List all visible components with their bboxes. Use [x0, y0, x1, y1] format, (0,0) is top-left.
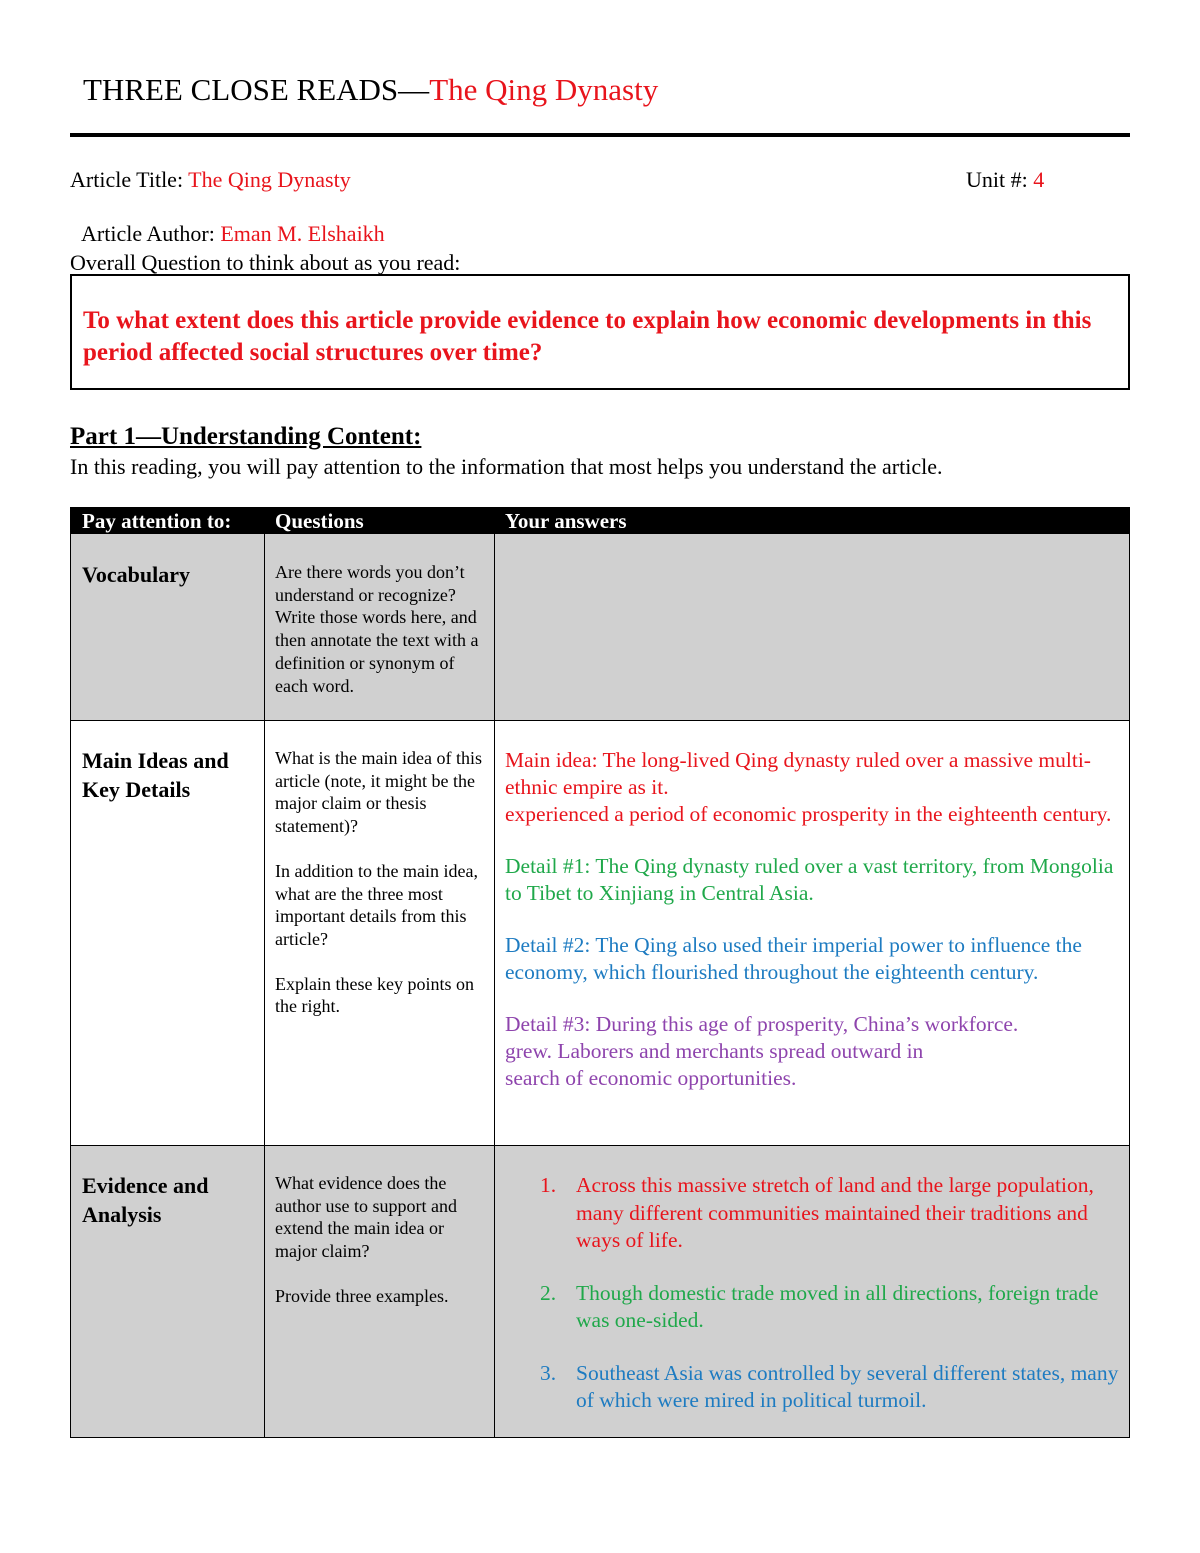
article-title-label: Article Title: — [70, 167, 184, 192]
grid-line — [70, 534, 71, 1438]
question-paragraph: Provide three examples. — [275, 1285, 449, 1306]
detail-2-answer: Detail #2: The Qing also used their imperial power to influence the economy, which flourished throughout the eighteenth century. — [505, 933, 1082, 984]
grid-line — [264, 534, 265, 1438]
evidence-questions — [275, 1172, 490, 1308]
list-item-text: Though domestic trade moved in all directions, foreign trade was one-sided. — [576, 1280, 1099, 1332]
list-item-text: Across this massive stretch of land and the large population, many different communities maintained their traditions and ways of life. — [576, 1173, 1094, 1252]
unit-line — [966, 167, 1044, 193]
overall-question-text: To what extent does this article provide evidence to explain how economic developments in this period affected social structures over time? — [83, 307, 1092, 366]
main-ideas-answers[interactable] — [505, 747, 1115, 1092]
page-title-topic: The Qing Dynasty — [429, 72, 659, 107]
part1-intro: In this reading, you will pay attention to the information that most helps you understand the article. — [70, 454, 943, 479]
header-pay-attention: Pay attention to: — [82, 509, 232, 533]
main-idea-answer-continued: experienced a period of economic prosperity in the eighteenth century. — [505, 802, 1112, 826]
grid-line — [70, 1437, 1130, 1438]
detail-3-answer: Detail #3: During this age of prosperity, China’s workforce. — [505, 1012, 1019, 1036]
unit-label: Unit #: — [966, 167, 1028, 192]
table-header-row — [70, 507, 1130, 534]
evidence-answers-list[interactable] — [540, 1172, 1120, 1415]
header-questions: Questions — [275, 509, 364, 533]
header-your-answers: Your answers — [505, 509, 627, 533]
content-table — [70, 507, 1130, 1438]
question-paragraph: Are there words you don’t understand or recognize? Write those words here, and then annotate the text with a definition or synonym of each word. — [275, 562, 479, 696]
part1-heading: Part 1—Understanding Content: — [70, 423, 422, 450]
page-title-prefix: THREE CLOSE READS— — [83, 72, 430, 107]
list-item-number: 3. — [540, 1360, 557, 1385]
vocabulary-question — [275, 561, 490, 697]
article-author-value: Eman M. Elshaikh — [220, 221, 385, 246]
row-label-evidence: Evidence and Analysis — [82, 1173, 209, 1227]
overall-question-box — [70, 274, 1130, 390]
row-label-vocabulary: Vocabulary — [82, 562, 190, 587]
question-paragraph: In addition to the main idea, what are the three most important details from this article? — [275, 860, 478, 949]
detail-3-answer-continued: search of economic opportunities. — [505, 1066, 797, 1090]
page-title — [83, 72, 658, 108]
article-author-line — [81, 221, 385, 247]
list-item — [540, 1280, 1120, 1335]
detail-3-answer-continued: grew. Laborers and merchants spread outward in — [505, 1039, 924, 1063]
grid-line — [70, 720, 1130, 721]
question-paragraph: Explain these key points on the right. — [275, 973, 474, 1017]
row-label-main-ideas: Main Ideas and Key Details — [82, 748, 229, 802]
main-idea-answer: Main idea: The long-lived Qing dynasty ruled over a massive multi-ethnic empire as it. — [505, 748, 1091, 799]
grid-line — [1129, 534, 1130, 1438]
list-item-number: 1. — [540, 1173, 557, 1197]
list-item-text: Southeast Asia was controlled by several different states, many of which were mired in political turmoil. — [576, 1360, 1119, 1412]
unit-value: 4 — [1033, 167, 1045, 192]
list-item-number: 2. — [540, 1280, 557, 1305]
overall-question-label: Overall Question to think about as you read: — [70, 250, 461, 275]
article-author-label: Article Author: — [81, 221, 215, 246]
list-item — [540, 1172, 1120, 1255]
detail-1-answer: Detail #1: The Qing dynasty ruled over a vast territory, from Mongolia to Tibet to Xinjiang in Central Asia. — [505, 854, 1114, 905]
vocabulary-answer-cell[interactable] — [495, 535, 1129, 720]
grid-line — [70, 1145, 1130, 1146]
question-paragraph: What evidence does the author use to support and extend the main idea or major claim? — [275, 1173, 457, 1262]
question-paragraph: What is the main idea of this article (note, it might be the major claim or thesis statement)? — [275, 748, 482, 837]
list-item — [540, 1360, 1120, 1415]
title-divider — [70, 133, 1130, 137]
article-title-line — [70, 167, 351, 193]
article-title-value: The Qing Dynasty — [188, 167, 351, 192]
main-ideas-questions — [275, 747, 490, 1018]
